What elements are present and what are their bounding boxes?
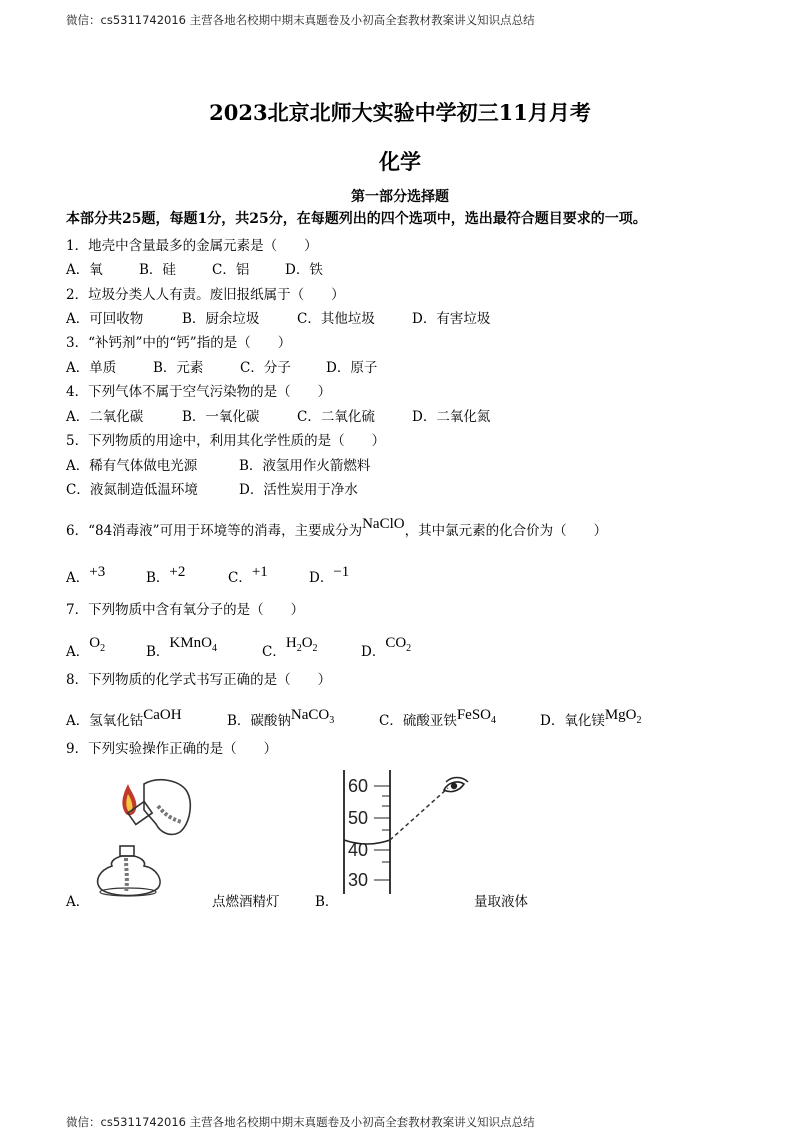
q8-c-element: FeSO: [456, 707, 492, 723]
q7-option-b: [146, 635, 217, 663]
question-5-stem: 5．下列物质的用途中，利用其化学性质的是（ ）: [66, 433, 386, 449]
q8-option-d-formula: [604, 707, 642, 726]
q1-option-a: A．氧: [66, 262, 103, 278]
cylinder-tick-40: 40: [348, 840, 369, 860]
q3-option-b: B．元素: [153, 360, 204, 376]
q6-option-b-value: +2: [169, 564, 186, 580]
q7-option-c: [262, 635, 318, 663]
q4-option-c: C．二氧化硫: [297, 409, 375, 425]
q8-option-c-formula: [456, 707, 497, 726]
q1-option-d: D．铁: [285, 262, 323, 278]
q8-option-b-formula: [290, 707, 335, 726]
q7-option-a-formula: [89, 635, 106, 654]
q7-option-c-label: C．: [262, 644, 286, 660]
q6-option-b-label: B．: [146, 570, 170, 586]
q7-option-a: [66, 635, 106, 663]
q8-d-subscript: 2: [636, 715, 642, 726]
q9-option-a: A．: [66, 894, 90, 910]
cylinder-tick-60: 60: [348, 776, 369, 796]
question-1-stem: 1．地壳中含量最多的金属元素是（ ）: [66, 238, 318, 254]
q8-option-a: [66, 709, 182, 730]
q7-option-d-label: D．: [361, 644, 386, 660]
q4-option-d: D．二氧化氮: [412, 409, 491, 425]
q9-option-b: B．: [315, 894, 339, 910]
q6-option-c-label: C．: [228, 570, 252, 586]
q8-option-b: [227, 709, 334, 732]
q2-option-c: C．其他垃圾: [297, 311, 375, 327]
page-footer: 微信：cs5311742016 主营各地名校期中期末真题卷及小初高全套教材教案讲义知识点总结: [66, 1115, 535, 1129]
q6-option-d-value: −1: [333, 564, 350, 580]
q6-option-d-label: D．: [309, 570, 334, 586]
instructions: 本部分共25题，每题1分，共25分，在每题列出的四个选项中，选出最符合题目要求的一项。: [66, 211, 647, 227]
q6-option-d: [309, 566, 349, 587]
q6-option-a-value: +3: [89, 564, 106, 580]
question-2-stem: 2．垃圾分类人人有责。废旧报纸属于（ ）: [66, 287, 345, 303]
question-6-stem: [66, 516, 608, 540]
part-heading: 第一部分选择题: [351, 189, 449, 205]
q9-option-b-caption: 量取液体: [474, 894, 528, 910]
q7-option-d: [361, 635, 412, 663]
q7-option-d-formula: [385, 635, 412, 654]
q1-option-c: C．铝: [212, 262, 250, 278]
q7-b-element: KMnO: [169, 635, 212, 651]
alcohol-lamp-illustration: [86, 766, 206, 902]
q8-option-c: [379, 709, 496, 732]
q8-option-b-label: B．碳酸钠: [227, 713, 291, 729]
q8-option-d: [540, 709, 642, 732]
q7-option-a-label: A．: [66, 644, 90, 660]
q7-d-element: CO: [385, 635, 407, 651]
q7-c-element-1: H: [285, 635, 297, 651]
q8-option-a-formula: CaOH: [143, 707, 182, 723]
q5-option-a: A．稀有气体做电光源: [66, 458, 198, 474]
q7-c-element-2: O: [301, 635, 313, 651]
q6-option-a: [66, 566, 105, 587]
q7-b-subscript: 4: [211, 643, 217, 654]
cylinder-tick-30: 30: [348, 870, 369, 890]
q8-d-element: MgO: [604, 707, 637, 723]
q2-option-b: B．厨余垃圾: [182, 311, 260, 327]
question-9-stem: 9．下列实验操作正确的是（ ）: [66, 741, 278, 757]
q7-d-subscript: 2: [406, 643, 412, 654]
q2-option-d: D．有害垃圾: [412, 311, 491, 327]
q5-option-c: C．液氮制造低温环境: [66, 482, 198, 498]
q6-option-a-label: A．: [66, 570, 90, 586]
graduated-cylinder-illustration: [330, 768, 480, 898]
q3-option-a: A．单质: [66, 360, 117, 376]
q8-c-subscript: 4: [491, 715, 497, 726]
q9-option-a-caption: 点燃酒精灯: [212, 894, 280, 910]
q3-option-c: C．分子: [240, 360, 291, 376]
q8-option-d-label: D．氧化镁: [540, 713, 605, 729]
q6-stem-part-2: ，其中氯元素的化合价为（ ）: [404, 523, 608, 539]
q8-option-a-label: A．氢氧化钴: [66, 713, 144, 729]
q4-option-b: B．一氧化碳: [182, 409, 260, 425]
q2-option-a: A．可回收物: [66, 311, 144, 327]
q7-a-subscript: 2: [100, 643, 106, 654]
cylinder-tick-50: 50: [348, 808, 369, 828]
question-4-stem: 4．下列气体不属于空气污染物的是（ ）: [66, 384, 332, 400]
q8-b-subscript: 3: [329, 715, 335, 726]
q3-option-d: D．原子: [326, 360, 378, 376]
q6-option-b: [146, 566, 185, 587]
q6-option-c-value: +1: [251, 564, 268, 580]
subject-title: 化学: [379, 149, 421, 174]
q5-option-d: D．活性炭用于净水: [239, 482, 358, 498]
q8-b-element: NaCO: [290, 707, 330, 723]
question-7-stem: 7．下列物质中含有氧分子的是（ ）: [66, 602, 305, 618]
q7-c-subscript-1: 2: [296, 643, 302, 654]
q7-a-element: O: [89, 635, 101, 651]
q6-formula: NaClO: [362, 516, 405, 532]
q1-option-b: B．硅: [139, 262, 176, 278]
q5-option-b: B．液氢用作火箭燃料: [239, 458, 371, 474]
q6-option-c: [228, 566, 268, 587]
q4-option-a: A．二氧化碳: [66, 409, 144, 425]
q7-option-c-formula: [285, 635, 318, 654]
q6-stem-part-1: 6．“84消毒液”可用于环境等的消毒，主要成分为: [66, 523, 363, 539]
question-3-stem: 3．“补钙剂”中的“钙”指的是（ ）: [66, 335, 292, 351]
q7-option-b-label: B．: [146, 644, 170, 660]
q8-option-c-label: C．硫酸亚铁: [379, 713, 457, 729]
exam-title: 2023北京北师大实验中学初三11月月考: [209, 100, 591, 125]
page-header: 微信：cs5311742016 主营各地名校期中期末真题卷及小初高全套教材教案讲义知识点总结: [66, 13, 535, 27]
q7-option-b-formula: [169, 635, 217, 654]
question-8-stem: 8．下列物质的化学式书写正确的是（ ）: [66, 672, 332, 688]
q7-c-subscript-2: 2: [312, 643, 318, 654]
